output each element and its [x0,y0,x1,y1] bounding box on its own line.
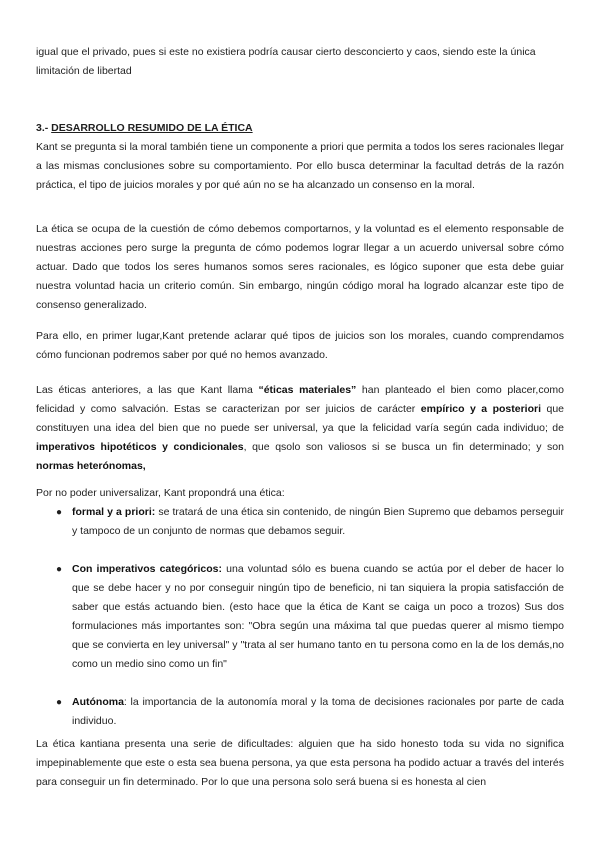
bullet-text: una voluntad sólo es buena cuando se actúa por el deber de hacer lo que se debe hacer y no por conseguir ningún tipo de beneficio, ni tan siquiera la propia satisfacción de saber que estás actuando bien. (esto hace que la ética de Kant se caiga un poco a trozos) Sus dos formulaciones más importantes son: "Obra según una máxima tal que puedas querer al mismo tiempo que se convierta en ley universal" y "trata al ser humano tanto en tu persona como en la de los demás,no como un medio sino como un fin" [72,563,564,670]
bullet-text: se tratará de una ética sin contenido, de ningún Bien Supremo que debamos perseguir y tampoco de un conjunto de normas que debamos seguir. [72,506,564,537]
p4-bold-eticas-materiales: “éticas materiales” [258,384,357,396]
bullet-term: Autónoma [72,696,124,708]
p4-text-4: , que qsolo son valiosos si se busca un fin determinado; y son [243,441,564,453]
bullet-list [36,503,564,731]
section-number: 3.- [36,122,52,134]
intro-paragraph: igual que el privado, pues si este no existiera podría causar cierto desconcierto y caos, siendo este la única limitación de libertad [36,46,536,77]
bullet-term: Con imperativos categóricos: [72,563,223,575]
paragraph-3: Para ello, en primer lugar,Kant pretende aclarar qué tipos de juicios son los morales, cuando comprendamos cómo funcionan podremos saber por qué no hemos avanzado. [36,330,564,361]
paragraph-4 [36,381,564,476]
p4-text-1: Las éticas anteriores, a las que Kant llama [36,384,259,396]
bullet-dot-icon: ● [56,564,63,575]
list-item [36,503,564,541]
p4-text-2: han planteado el bien como placer,como felicidad y como salvación. Estas se caracterizan por ser juicios de carácter [36,384,564,415]
bullet-term: formal y a priori: [72,506,156,518]
bullet-text: : la importancia de la autonomía moral y la toma de decisiones racionales por parte de cada individuo. [72,696,564,727]
section-heading [36,119,564,138]
list-item [36,693,564,731]
bullet-dot-icon: ● [56,507,63,518]
paragraph-2: La ética se ocupa de la cuestión de cómo debemos comportarnos, y la voluntad es el elemento responsable de nuestras acciones pero surge la pregunta de cómo podemos lograr llegar a un acuerdo universal sobre cómo actuar. Dado que todos los seres humanos somos seres racionales, es lógico suponer que esta debe guiar nuestra voluntad hacia un criterio común. Sin embargo, ningún código moral ha logrado alcanzar este tipo de consenso generalizado. [36,223,564,311]
paragraph-1: Kant se pregunta si la moral también tiene un componente a priori que permita a todos los seres racionales llegar a las mismas conclusiones sobre su comportamiento. Por ello busca determinar la facultad detrás de la razón práctica, el tipo de juicios morales y por qué aún no se ha alcanzado un consenso en la moral. [36,141,564,191]
p4-bold-normas: normas heterónomas, [36,460,146,472]
p4-bold-imperativos: imperativos hipotéticos y condicionales [36,441,244,453]
section-title: DESARROLLO RESUMIDO DE LA ÉTICA [51,122,253,134]
p4-text-3: que constituyen una idea del bien que no puede ser universal, ya que la felicidad varía según cada individuo; de [36,403,564,434]
list-item [36,560,564,674]
p4-bold-empirico: empírico y a posteriori [420,403,542,415]
paragraph-5: Por no poder universalizar, Kant propondrá una ética: [36,487,285,499]
bullet-dot-icon: ● [56,697,63,708]
paragraph-6: La ética kantiana presenta una serie de dificultades: alguien que ha sido honesto toda su vida no significa impepinablemente que este o esta sea buena persona, ya que esta persona ha podido actuar a través del interés para conseguir un fin determinado. Por lo que una persona solo será buena si es honesta al cien [36,738,564,788]
